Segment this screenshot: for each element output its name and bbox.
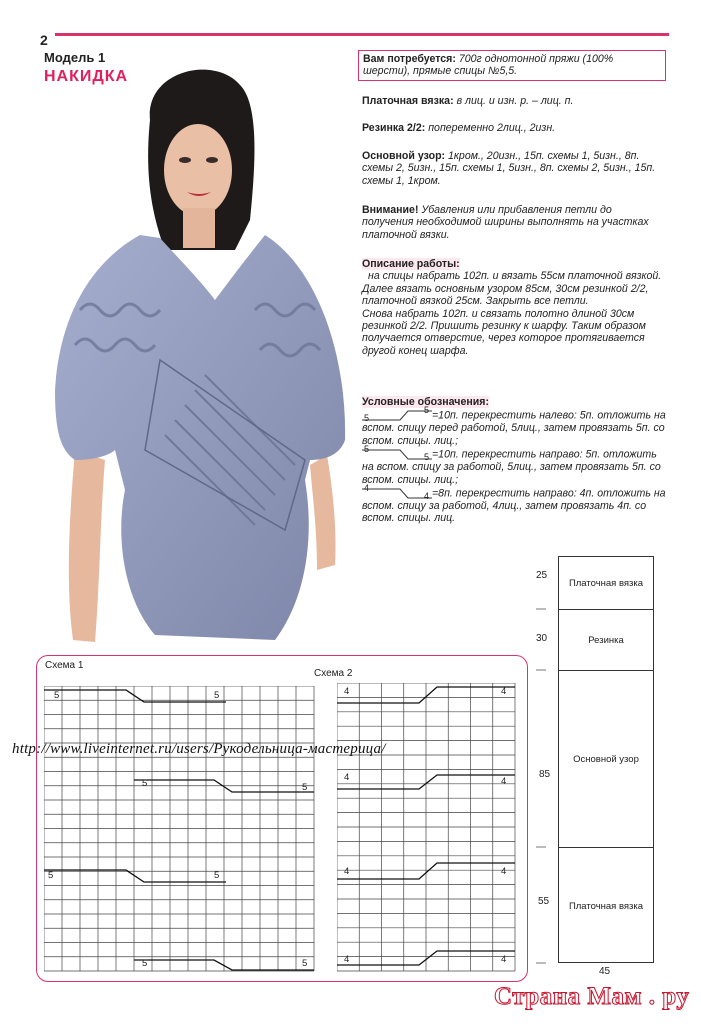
- symbol-left-count: 5: [364, 444, 370, 455]
- scheme1-number: 5: [214, 690, 220, 701]
- scheme2-number: 4: [344, 954, 350, 965]
- rib-text: попеременно 2лиц., 2изн.: [428, 122, 556, 134]
- rib-block: [362, 122, 666, 134]
- scheme1-number: 5: [302, 958, 308, 969]
- symbol-left-count: 4: [364, 483, 370, 494]
- scheme2-number: 4: [501, 776, 507, 787]
- legend-item: =8п. перекрестить направо: 4п. отложить на вспом. спицу за работой, 4лиц., затем провязать 4п. со вспом. спицы. лиц.: [362, 487, 666, 525]
- scheme1-grid: [44, 686, 316, 972]
- attention-label: Внимание!: [362, 204, 419, 216]
- scheme2-number: 4: [501, 866, 507, 877]
- model-photo: [55, 60, 355, 650]
- requirements-box: [358, 50, 666, 81]
- scheme2-number: 4: [344, 866, 350, 877]
- scheme2-number: 4: [501, 686, 507, 697]
- scheme1-number: 5: [142, 958, 148, 969]
- page-number: 2: [40, 32, 48, 48]
- section-main-pattern: Основной узор: [559, 671, 653, 848]
- scheme2-number: 4: [501, 954, 507, 965]
- model-label: Модель 1: [44, 50, 106, 65]
- main-pattern-label: Основной узор:: [362, 150, 446, 162]
- garter-text: в лиц. и изн. р. – лиц. п.: [456, 95, 574, 107]
- legend-block: [362, 396, 666, 525]
- requirements-label: Вам потребуется:: [363, 53, 456, 65]
- description-p1: на спицы набрать 102п. и вязать 55см платочной вязкой. Далее вязать основным узором 85см, 30см резинкой 2/2, платочной вязкой 25см. Закрыть все петли.: [362, 270, 662, 308]
- dim-85: 85: [539, 769, 551, 780]
- cross-right-4-symbol: [362, 483, 432, 502]
- header-rule: [55, 33, 669, 36]
- scheme1-label: Схема 1: [45, 660, 84, 671]
- symbol-right-count: 4: [424, 491, 430, 502]
- dim-55: 55: [538, 896, 550, 907]
- symbol-left-count: 5: [364, 413, 370, 424]
- scheme2-grid: [337, 683, 517, 973]
- symbol-right-count: 5: [424, 452, 430, 463]
- dim-30: 30: [536, 633, 548, 644]
- section-garter-bottom: Платочная вязка: [568, 900, 644, 912]
- section-garter-top: Платочная вязка: [559, 557, 653, 610]
- cross-left-symbol: [362, 405, 432, 424]
- symbol-right-count: 5: [424, 405, 430, 416]
- scheme1-number: 5: [214, 870, 220, 881]
- dim-width: 45: [599, 966, 611, 977]
- scheme1-number: 5: [48, 870, 54, 881]
- measurement-diagram: [558, 556, 654, 963]
- description-p2: Снова набрать 102п. и связать полотно длиной 30см резинкой 2/2. Пришить резинку к шарфу. Таким образом получается отверстие, через которое протягивается другой конец шарфа.: [362, 307, 646, 357]
- legend-item: =10п. перекрестить направо: 5п. отложить на вспом. спицу за работой, 5лиц., затем провязать 5п. со вспом. спицы. лиц.;: [362, 448, 661, 486]
- scheme1-number: 5: [54, 690, 60, 701]
- garter-label: Платочная вязка:: [362, 95, 454, 107]
- description-block: [362, 258, 666, 357]
- scheme2-number: 4: [344, 686, 350, 697]
- requirements-text: 700г однотонной пряжи (100% шерсти), прямые спицы №5,5.: [363, 53, 614, 78]
- cross-right-symbol: [362, 444, 432, 463]
- scheme2-label: Схема 2: [314, 668, 353, 679]
- attention-text: Убавления или прибавления петли до получения необходимой ширины выполнять на участках платочной вязки.: [362, 204, 649, 241]
- legend-item: =10п. перекрестить налево: 5п. отложить на вспом. спицу перед работой, 5лиц., затем провязать 5п. со вспом. спицы. лиц.;: [362, 410, 666, 447]
- scheme1-number: 5: [302, 782, 308, 793]
- site-logo: Страна Мам . ру: [494, 983, 690, 1010]
- scheme2-number: 4: [344, 772, 350, 783]
- scheme1-number: 5: [142, 778, 148, 789]
- dim-25: 25: [536, 570, 548, 581]
- legend-label: Условные обозначения:: [362, 396, 489, 408]
- garter-block: [362, 95, 666, 107]
- rib-label: Резинка 2/2:: [362, 122, 426, 134]
- description-label: Описание работы:: [362, 258, 460, 270]
- page-title: НАКИДКА: [44, 68, 129, 85]
- watermark-url: http://www.liveinternet.ru/users/Рукодельница-мастерица/: [12, 741, 386, 757]
- attention-block: [362, 204, 666, 241]
- section-rib: Резинка: [559, 610, 653, 671]
- main-pattern-text: 1кром., 20изн., 15п. схемы 1, 5изн., 8п. схемы 2, 5изн., 15п. схемы 1, 5изн., 8п. схемы 2, 5изн., 15п. схемы 1, 1кром.: [362, 150, 656, 187]
- main-pattern-block: [362, 150, 666, 187]
